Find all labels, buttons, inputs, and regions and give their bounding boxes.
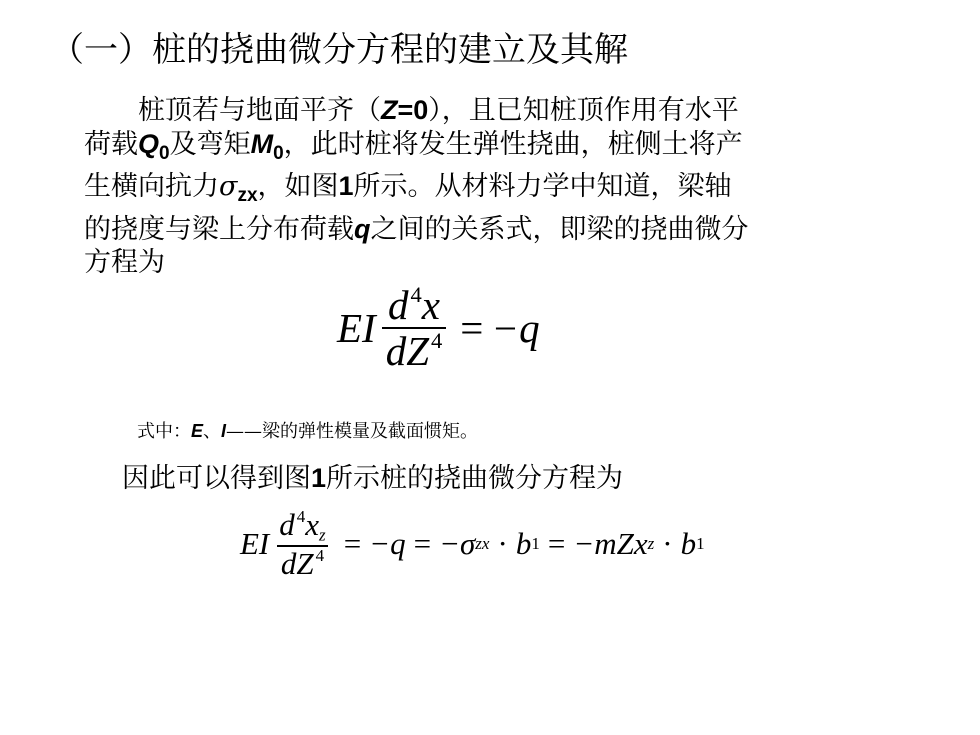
- note-dash: ——: [226, 421, 263, 442]
- eq-x: x: [421, 281, 440, 328]
- eq-term: −mZx: [573, 525, 648, 561]
- eq-b: b: [680, 525, 697, 561]
- note-prefix: 式中：: [137, 421, 191, 442]
- eq-term: −q: [369, 525, 406, 561]
- paragraph-line-1: [84, 94, 904, 128]
- eq-term: −σ: [439, 525, 476, 561]
- eq-numerator: [384, 283, 444, 327]
- subscript: 0: [273, 142, 284, 164]
- eq-subscript: z: [319, 525, 326, 545]
- figure-number: 1: [311, 463, 327, 493]
- eq-subscript: zx: [475, 533, 490, 553]
- variable-sigma: σ: [219, 171, 238, 202]
- subscript: 0: [159, 142, 170, 164]
- paragraph-line-3: [84, 170, 904, 213]
- eq-denominator: [277, 545, 328, 580]
- eq-fraction: [382, 283, 447, 373]
- eq-b: b: [515, 525, 532, 561]
- eq-equals: =: [413, 525, 432, 561]
- text-run: 荷载: [84, 128, 138, 160]
- slide-title: （一）桩的挠曲微分方程的建立及其解: [50, 30, 628, 70]
- eq-dz: dZ: [385, 327, 430, 374]
- note-text: 梁的弹性模量及截面惯矩。: [262, 421, 479, 442]
- eq-numerator: [275, 508, 329, 545]
- eq-power: 4: [431, 327, 443, 353]
- eq-equals: =: [343, 525, 362, 561]
- text-run: 之间的关系式，即梁的挠曲微分: [370, 213, 749, 245]
- equation-2: [240, 508, 705, 580]
- variable-z: Z: [381, 95, 398, 125]
- eq-power: 4: [296, 507, 306, 526]
- variable-m0: M: [250, 128, 274, 159]
- text-run: 因此可以得到图: [122, 463, 311, 494]
- variable-q0: Q: [138, 128, 160, 159]
- variable-q: q: [354, 213, 371, 244]
- text-run: 生横向抗力: [84, 171, 219, 202]
- text-run: 桩顶若与地面平齐（: [138, 95, 381, 126]
- text-run: =0: [397, 95, 429, 125]
- eq-d: d: [388, 281, 409, 328]
- subscript: zx: [237, 185, 258, 206]
- note-e: E: [191, 421, 204, 441]
- eq-d: d: [279, 506, 295, 542]
- eq-power: 4: [410, 282, 422, 307]
- paragraph-line-2: [84, 128, 904, 171]
- eq-subscript: 1: [531, 533, 540, 553]
- eq-lhs: EI: [240, 525, 270, 561]
- note-i: I: [221, 421, 227, 441]
- paragraph-2: [122, 460, 623, 497]
- text-run: ），且已知桩顶作用有水平: [428, 95, 739, 126]
- eq-dz: dZ: [280, 545, 314, 581]
- paragraph-line-5: 方程为: [84, 247, 165, 278]
- note-separator: 、: [203, 421, 222, 442]
- eq-x: x: [305, 506, 320, 542]
- eq-dot: ·: [662, 525, 673, 561]
- text-run: ，此时桩将发生弹性挠曲，桩侧土将产: [283, 128, 743, 160]
- eq-equals: =: [460, 304, 484, 351]
- eq-denominator: [382, 327, 447, 373]
- text-run: ，如图: [257, 171, 339, 202]
- eq-equals: =: [547, 525, 566, 561]
- text-run: 的挠度与梁上分布荷载: [84, 213, 354, 245]
- eq-fraction: [275, 508, 329, 580]
- text-run: 及弯矩: [169, 128, 251, 160]
- intro-paragraph: [84, 94, 904, 280]
- text-run: 所示。从材料力学中知道，梁轴: [353, 171, 732, 202]
- paragraph-line-4: [84, 213, 904, 247]
- eq-lhs: EI: [337, 304, 376, 351]
- text-run: 所示桩的挠曲微分方程为: [326, 463, 624, 494]
- formula-note: [137, 418, 478, 445]
- equation-1: [337, 283, 540, 373]
- figure-number: 1: [338, 171, 354, 201]
- eq-rhs: −q: [491, 304, 540, 351]
- eq-dot: ·: [497, 525, 508, 561]
- eq-power: 4: [315, 545, 325, 565]
- eq-subscript: z: [647, 533, 655, 553]
- eq-subscript: 1: [696, 533, 705, 553]
